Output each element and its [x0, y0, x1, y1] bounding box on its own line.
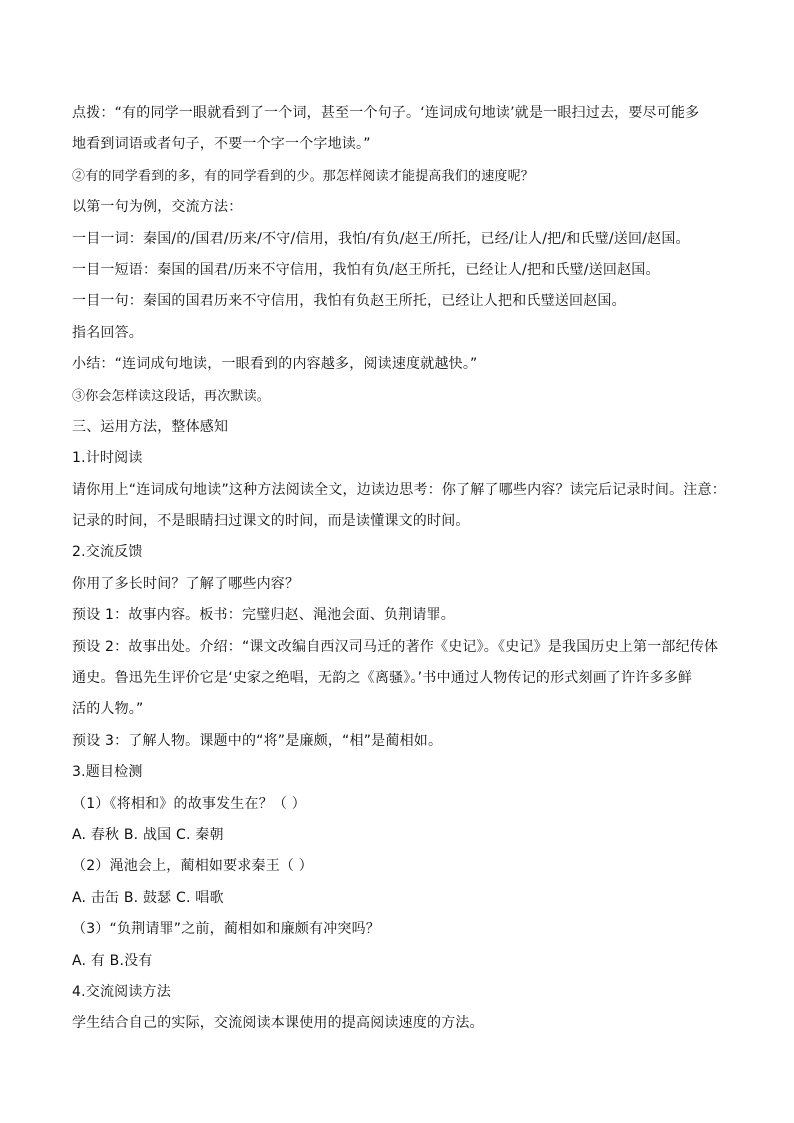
paragraph-guidance-cont: 地看到词语或者句子，不要一个字一个字地读。” — [72, 136, 371, 153]
summary: 小结：“连词成句地读，一眼看到的内容越多，阅读速度就越快。” — [72, 356, 478, 373]
call-answer: 指名回答。 — [72, 324, 143, 341]
quiz-options-3: A. 有 B.没有 — [72, 952, 153, 969]
subheading-methods: 4.交流阅读方法 — [72, 983, 171, 1000]
subheading-feedback: 2.交流反馈 — [72, 544, 143, 561]
feedback-question: 你用了多长时间？了解了哪些内容？ — [72, 575, 300, 592]
preset-2: 预设 2：故事出处。介绍：“课文改编自西汉司马迁的著作《史记》。《史记》是我国历史上第一部纪传体 — [72, 638, 719, 655]
subheading-timed-reading: 1.计时阅读 — [72, 450, 143, 467]
preset-3: 预设 3：了解人物。课题中的“将”是廉颇，“相”是蔺相如。 — [72, 732, 443, 749]
example-sentence: 一目一句：秦国的国君历来不守信用，我怕有负赵王所托，已经让人把和氏璧送回赵国。 — [72, 293, 626, 310]
question-2: ②有的同学看到的多，有的同学看到的少。那怎样阅读才能提高我们的速度呢？ — [72, 168, 535, 184]
timed-reading-instruction-cont: 记录的时间，不是眼睛扫过课文的时间，而是读懂课文的时间。 — [72, 513, 470, 530]
preset-2-cont: 通史。鲁迅先生评价它是‘史家之绝唱，无韵之《离骚》。’书中通过人物传记的形式刻画了许许多多鲜 — [72, 670, 693, 687]
quiz-question-3: （3）“负荆请罪”之前，蔺相如和廉颇有冲突吗？ — [72, 921, 381, 938]
example-phrase: 一目一短语：秦国的国君/历来不守信用，我怕有负/赵王所托，已经让人/把和氏璧/送回赵国。 — [72, 261, 660, 278]
example-intro: 以第一句为例，交流方法： — [72, 199, 243, 216]
timed-reading-instruction: 请你用上“连词成句地读”这种方法阅读全文，边读边思考：你了解了哪些内容？读完后记录时间。注意： — [72, 481, 726, 498]
paragraph-guidance: 点拨：“有的同学一眼就看到了一个词，甚至一个句子。‘连词成句地读’就是一眼扫过去，要尽可能多 — [72, 105, 700, 121]
preset-2-end: 活的人物。” — [72, 701, 144, 718]
methods-text: 学生结合自己的实际，交流阅读本课使用的提高阅读速度的方法。 — [72, 1015, 484, 1032]
section-heading-3: 三、运用方法，整体感知 — [72, 418, 229, 435]
preset-1: 预设 1：故事内容。板书：完璧归赵、渑池会面、负荆请罪。 — [72, 607, 455, 624]
example-word: 一目一词：秦国/的/国君/历来/不守/信用，我怕/有负/赵王/所托，已经/让人/把/和氏璧/送回/赵国。 — [72, 230, 690, 247]
question-3: ③你会怎样读这段话，再次默读。 — [72, 388, 271, 404]
quiz-options-1: A. 春秋 B. 战国 C. 秦朝 — [72, 826, 224, 843]
document-body — [72, 98, 728, 1040]
quiz-options-2: A. 击缶 B. 鼓瑟 C. 唱歌 — [72, 889, 224, 906]
quiz-question-2: （2）渑池会上，蔺相如要求秦王（ ） — [72, 858, 313, 875]
subheading-quiz: 3.题目检测 — [72, 764, 143, 781]
quiz-question-1: （1）《将相和》的故事发生在？（ ） — [72, 795, 306, 812]
